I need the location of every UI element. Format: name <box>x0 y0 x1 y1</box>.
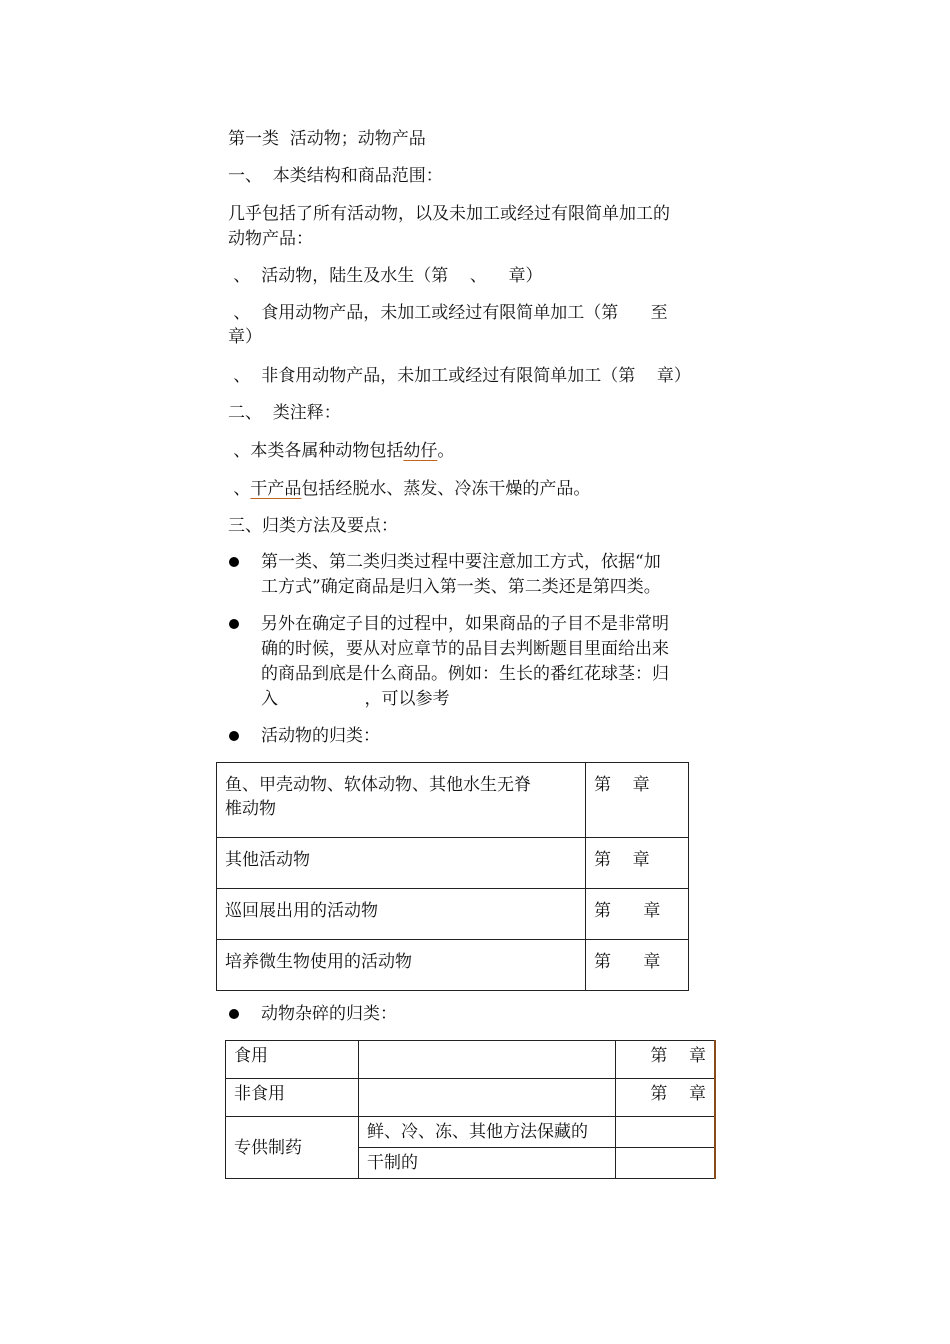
table-row <box>217 940 689 991</box>
table-row <box>217 838 689 889</box>
bullet2-line4: 入 ，可以参考 <box>261 689 450 709</box>
table-row <box>217 763 689 838</box>
bullet2-line3: 的商品到底是什么商品。例如：生长的番红花球茎：归 <box>261 664 669 684</box>
table-cell-empty <box>616 1117 716 1148</box>
table-cell-empty <box>359 1079 616 1117</box>
table-row <box>226 1117 716 1148</box>
cell-text: 鱼、甲壳动物、软体动物、其他水生无脊 <box>225 775 531 795</box>
note2-term: 干产品 <box>250 479 302 499</box>
note1-prefix: 、本类各属种动物包括 <box>228 441 404 461</box>
table-cell-label: 食用 <box>226 1041 359 1079</box>
section1-intro-line2: 动物产品： <box>228 229 313 249</box>
table-cell-chapter: 第 章 <box>586 838 689 889</box>
bullet1-line2: 工方式”确定商品是归入第一类、第二类还是第四类。 <box>261 577 661 597</box>
note1-term: 幼仔 <box>403 441 438 461</box>
section2-note1 <box>228 439 454 463</box>
table-cell-label: 其他活动物 <box>217 838 586 889</box>
bullet3: 活动物的归类： <box>261 726 380 746</box>
table-cell-label <box>217 763 586 838</box>
section2-note2 <box>228 477 590 501</box>
table-cell-sub: 干制的 <box>359 1148 616 1179</box>
table-cell-chapter: 第 章 <box>586 889 689 940</box>
table-cell-label: 巡回展出用的活动物 <box>217 889 586 940</box>
table-cell-label: 培养微生物使用的活动物 <box>217 940 586 991</box>
table-cell-sub: 鲜、冷、冻、其他方法保藏的 <box>359 1117 616 1148</box>
table-cell-label: 非食用 <box>226 1079 359 1117</box>
note2-prefix: 、 <box>228 479 251 499</box>
bullet2-line2: 确的时候，要从对应章节的品目去判断题目里面给出来 <box>261 639 669 659</box>
note2-suffix: 包括经脱水、蒸发、冷冻干燥的产品。 <box>301 479 591 499</box>
table-row <box>226 1079 716 1117</box>
bullet-dot-icon <box>229 1009 239 1019</box>
section1-item3: 、 非食用动物产品，未加工或经过有限简单加工（第 章） <box>228 366 691 386</box>
note1-suffix: 。 <box>437 441 455 461</box>
table-row <box>226 1041 716 1079</box>
section1-intro-line1: 几乎包括了所有活动物，以及未加工或经过有限简单加工的 <box>228 204 670 224</box>
table-row <box>217 889 689 940</box>
bullet-dot-icon <box>229 619 239 629</box>
section3-heading: 三、归类方法及要点： <box>228 516 398 536</box>
bullet1-line1: 第一类、第二类归类过程中要注意加工方式，依据“加 <box>261 552 661 572</box>
document-title: 第一类 活动物；动物产品 <box>228 129 426 149</box>
table-cell-chapter: 第 章 <box>616 1079 716 1117</box>
section1-item2-line2: 章） <box>228 327 262 347</box>
table-cell-chapter: 第 章 <box>586 940 689 991</box>
section1-item1: 、 活动物，陆生及水生（第 、 章） <box>228 266 543 286</box>
live-animals-table <box>216 762 689 991</box>
cell-text: 椎动物 <box>225 799 276 819</box>
table-cell-empty <box>616 1148 716 1179</box>
offal-table <box>225 1040 716 1179</box>
table-cell-label: 专供制药 <box>226 1117 359 1179</box>
bullet-dot-icon <box>229 731 239 741</box>
table-cell-empty <box>359 1041 616 1079</box>
bullet-dot-icon <box>229 557 239 567</box>
bullet4: 动物杂碎的归类： <box>261 1004 397 1024</box>
section2-heading: 二、 类注释： <box>228 403 341 423</box>
table-cell-chapter: 第 章 <box>586 763 689 838</box>
bullet2-line1: 另外在确定子目的过程中，如果商品的子目不是非常明 <box>261 614 669 634</box>
table-cell-chapter: 第 章 <box>616 1041 716 1079</box>
section1-heading: 一、 本类结构和商品范围： <box>228 166 443 186</box>
section1-item2-line1: 、 食用动物产品，未加工或经过有限简单加工（第 至 <box>228 303 668 323</box>
